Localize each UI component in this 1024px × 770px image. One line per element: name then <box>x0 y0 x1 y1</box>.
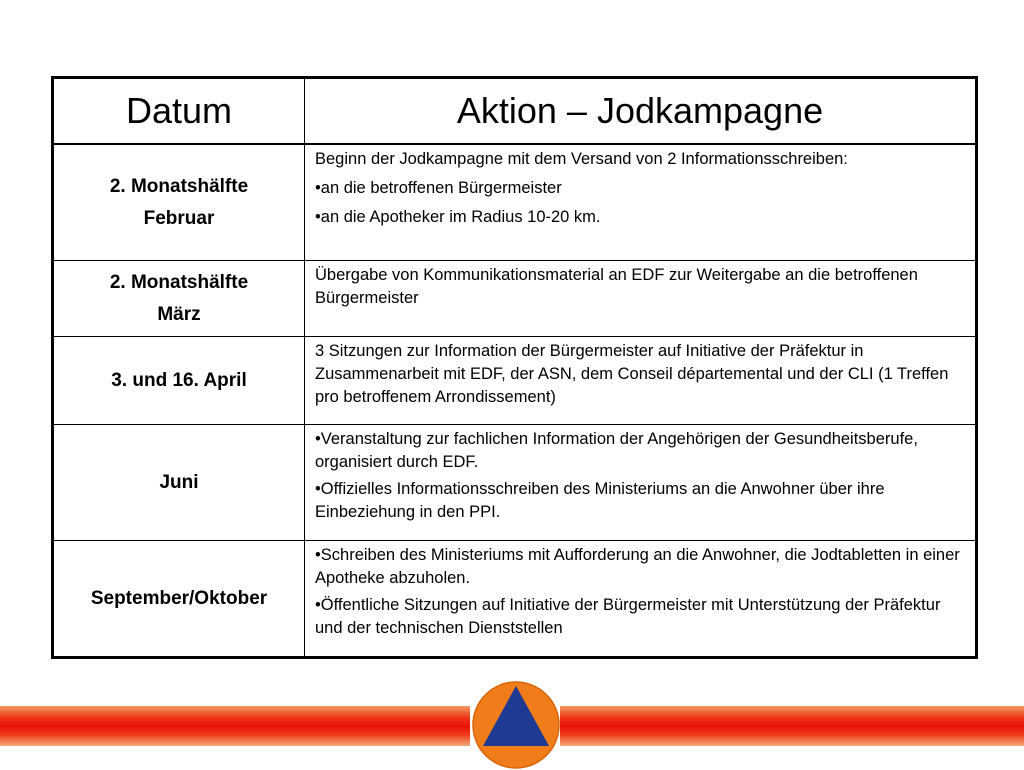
date-line: Juni <box>159 471 199 493</box>
date-line: 2. Monatshälfte <box>109 271 249 293</box>
date-line: 2. Monatshälfte <box>109 175 249 197</box>
civil-protection-triangle-icon <box>471 680 561 770</box>
action-cell <box>305 337 977 425</box>
action-bullet: •Offizielles Informationsschreiben des Ministeriums an die Anwohner über ihre Einbeziehung in den PPI. <box>315 480 885 521</box>
action-text: 3 Sitzungen zur Information der Bürgermeister auf Initiative der Präfektur in Zusammenarbeit mit EDF, der ASN, dem Conseil départemental und der CLI (1 Treffen pro betroffenem Arrondissement) <box>315 342 949 406</box>
date-line: 3. und 16. April <box>111 369 247 391</box>
action-text: Übergabe von Kommunikationsmaterial an EDF zur Weitergabe an die betroffenen Bürgermeister <box>315 266 918 307</box>
table-row <box>53 144 977 261</box>
date-line: März <box>157 303 201 325</box>
action-cell <box>305 144 977 261</box>
table-row <box>53 261 977 337</box>
table-header-row <box>53 78 977 145</box>
action-bullet: •an die betroffenen Bürgermeister <box>315 179 562 197</box>
action-bullet: •Öffentliche Sitzungen auf Initiative der Bürgermeister mit Unterstützung der Präfektur und der technischen Dienststellen <box>315 596 941 637</box>
date-cell <box>53 337 305 425</box>
date-cell <box>53 541 305 658</box>
action-cell <box>305 541 977 658</box>
date-cell <box>53 261 305 337</box>
table-row <box>53 541 977 658</box>
date-cell <box>53 425 305 541</box>
footer-stripe-right <box>560 706 1024 746</box>
table-row <box>53 337 977 425</box>
action-text: Beginn der Jodkampagne mit dem Versand von 2 Informationsschreiben: <box>315 150 848 168</box>
header-action: Aktion – Jodkampagne <box>305 78 977 145</box>
footer-stripe-left <box>0 706 470 746</box>
action-bullet: •Veranstaltung zur fachlichen Information der Angehörigen der Gesundheitsberufe, organisiert durch EDF. <box>315 430 918 471</box>
date-line: Februar <box>143 207 215 229</box>
table-row <box>53 425 977 541</box>
iodine-campaign-schedule-table <box>51 76 978 659</box>
date-cell <box>53 144 305 261</box>
action-cell <box>305 425 977 541</box>
action-bullet: •an die Apotheker im Radius 10-20 km. <box>315 208 601 226</box>
date-line: September/Oktober <box>90 587 268 609</box>
action-bullet: •Schreiben des Ministeriums mit Aufforderung an die Anwohner, die Jodtabletten in einer Apotheke abzuholen. <box>315 546 960 587</box>
action-cell <box>305 261 977 337</box>
header-date: Datum <box>53 78 305 145</box>
